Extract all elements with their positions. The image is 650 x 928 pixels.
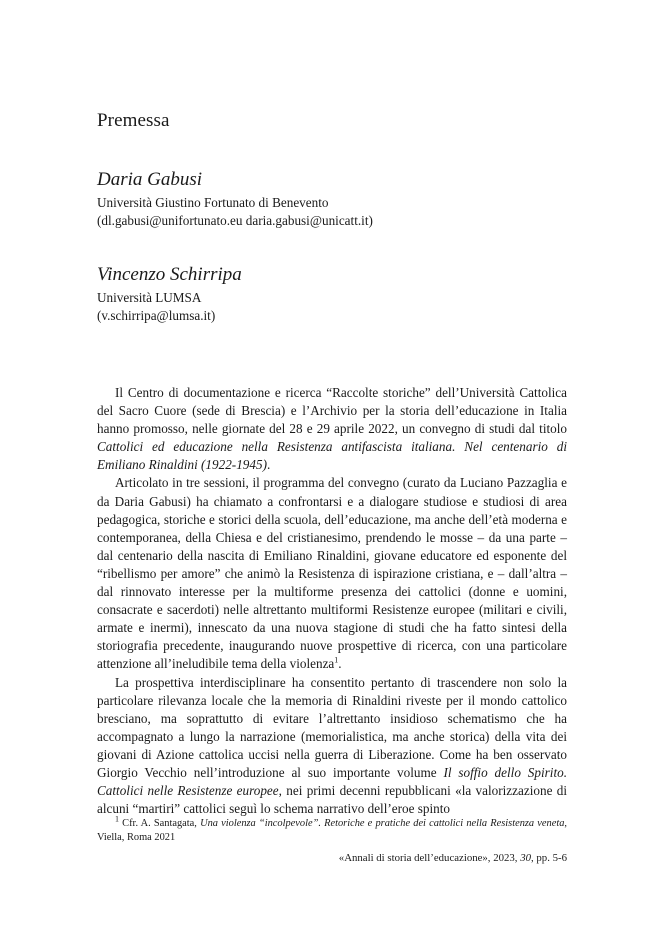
paragraph-text: . [266,457,271,473]
paragraph-text: . [338,656,342,672]
footer-text: «Annali di storia dell’educazione», 2023, [338,852,521,864]
paragraph [97,384,567,474]
footnote-number: 1 [115,814,119,824]
paragraph-text: La prospettiva interdisciplinare ha consentito pertanto di trascendere non solo la particolare rilevanza locale che la memoria di Rinaldini riveste per il mondo cattolico bresciano, ma soprattutto di evitare l’altrettanto insidioso schematismo che ha accompagnato a lungo la narrazione (memorialistica, ma anche storica) della vita dei giovani di Azione cattolica uccisi nella guerra di Liberazione. Come ha ben osservato Giorgio Vecchio nell’introduzione al suo importante volume [97,674,567,780]
paragraph [97,674,567,819]
footnote-reference[interactable]: 1 [334,656,339,666]
author-emails: (dl.gabusi@unifortunato.eu daria.gabusi@unicatt.it) [97,213,373,228]
author-affiliation: Università LUMSA [97,290,202,305]
author-affiliation: Università Giustino Fortunato di Benevento [97,195,329,210]
paragraph-text: , nei primi decenni repubblicani «la valorizzazione di alcuni “martiri” cattolici seguì lo schema narrativo dell’eroe spinto [97,783,567,817]
running-footer [339,852,567,864]
author-block [97,168,373,230]
author-name: Daria Gabusi [97,169,203,190]
author-block [97,263,242,325]
footer-text: , pp. 5-6 [531,852,567,864]
footnote [97,814,568,845]
body-text [97,384,567,818]
section-title: Premessa [97,110,170,131]
author-name: Vincenzo Schirripa [97,264,242,285]
author-emails: (v.schirripa@lumsa.it) [97,308,216,323]
paragraph-text: Articolato in tre sessioni, il programma del convegno (curato da Luciano Pazzaglia e da Daria Gabusi) ha chiamato a confrontarsi e a dialogare studiose e studiosi di area pedagogica, storiche e storici della scuola, dell’educazione, ma anche dell’età moderna e contemporanea, della Chiesa e del cristianesimo, prendendo le mosse – da una parte – dal centenario della nascita di Emiliano Rinaldini, giovane educatore ed esponente del “ribellismo per amore” che animò la Resistenza di ispirazione cristiana, e – dall’altra – dal rinnovato interesse per la multiforme presenza dei cattolici (donne e uomini, consacrate e sacerdoti) nelle altrettanto multiformi Resistenze europee (militari e civili, armate e inermi), innescato da una nuova stagione di studi che ha fatto sintesi della storiografia precedente, inaugurando nuove prospettive di ricerca, con una particolare attenzione all’ineludibile tema della violenza [97,475,567,672]
footnote-cited-title: Una violenza “incolpevole”. Retoriche e pratiche dei cattolici nella Resistenza veneta [200,818,565,829]
paragraph-text: Il Centro di documentazione e ricerca “Raccolte storiche” dell’Università Cattolica del Sacro Cuore (sede di Brescia) e l’Archivio per la storia dell’educazione in Italia hanno promosso, nelle giornate del 28 e 29 aprile 2022, un convegno di studi dal titolo [97,385,567,437]
cited-title: Il soffio dello Spirito. Cattolici nelle Resistenze europee [97,764,568,799]
footnote-text: Cfr. A. Santagata, [119,818,201,829]
cited-title: Cattolici ed educazione nella Resistenza antifascista italiana. Nel centenario di Emiliano Rinaldini (1922-1945) [97,439,567,473]
paragraph [97,474,567,673]
footer-volume: 30 [520,852,531,864]
footnote-text: , Viella, Roma 2021 [97,818,568,843]
